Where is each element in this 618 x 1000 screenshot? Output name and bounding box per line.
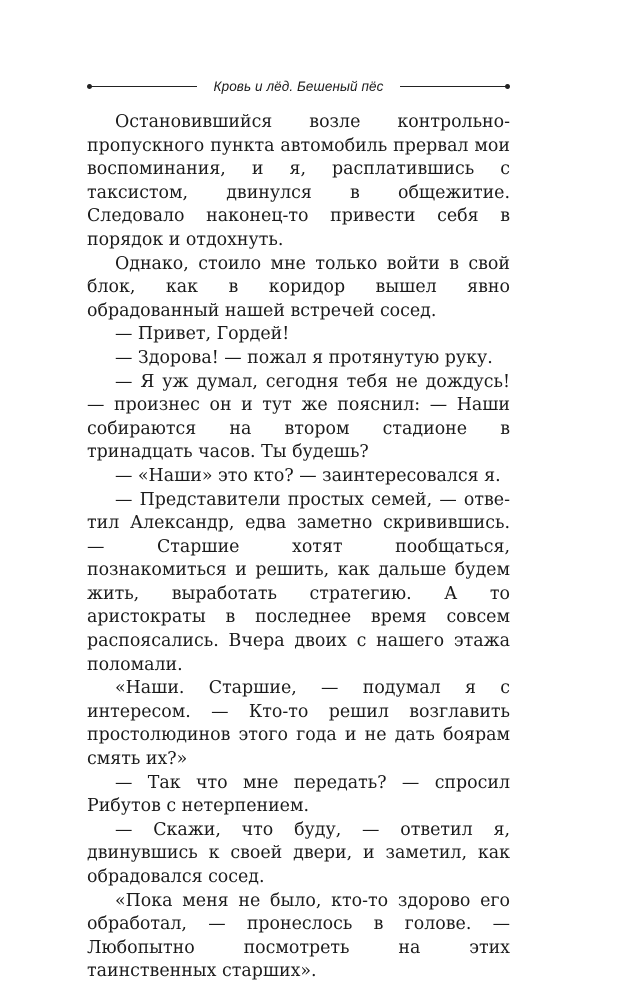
ornament-dot-right xyxy=(505,84,510,89)
paragraph: «Пока меня не было, кто-то здорово его обработал, — пронеслось в голове. — Любопытно посмотреть на этих таинственных старших». xyxy=(87,890,510,982)
paragraph: — Я уж думал, сегодня тебя не дождусь! — произнес он и тут же пояснил: — Наши собираются на втором стадионе в тринадцать часов. Ты будешь? xyxy=(87,371,510,463)
paragraph: — Здорова! — пожал я протянутую руку. xyxy=(115,347,493,368)
rule-right xyxy=(400,86,507,87)
paragraph: Однако, стоило мне только войти в свой блок, как в коридор вышел явно обрадованный нашей встречей сосед. xyxy=(87,253,510,321)
paragraph: — Представители простых семей, — ответил Александр, едва заметно скривившись. — Старшие хотят пообщаться, познакомиться и решить, как дальше будем жить, выработать стратегию. А то аристократы в последнее время совсем распоясались. Вчера двоих с нашего этажа поломали. xyxy=(87,489,510,675)
running-title: Кровь и лёд. Бешеный пёс xyxy=(213,79,384,94)
paragraph: — Привет, Гордей! xyxy=(115,324,290,345)
paragraph: Остановившийся возле контрольно-пропускного пункта автомобиль прервал мои воспоминания, и я, расплатившись с таксистом, двинулся в общежитие. Следовало наконец-то привести себя в порядок и отдохнуть. xyxy=(87,112,510,250)
paragraph: «Наши. Старшие, — подумал я с интересом. — Кто-то решил возглавить простолюдинов этого года и не дать боярам смять их?» xyxy=(87,678,510,770)
running-head xyxy=(87,78,510,96)
paragraph: — Скажи, что буду, — ответил я, двинувшись к своей двери, и заметил, как обрадовался сосед. xyxy=(87,819,510,887)
page-body xyxy=(87,111,510,984)
paragraph: — «Наши» это кто? — заинтересовался я. xyxy=(115,465,501,486)
paragraph: — Так что мне передать? — спросил Рибутов с нетерпением. xyxy=(87,772,510,817)
